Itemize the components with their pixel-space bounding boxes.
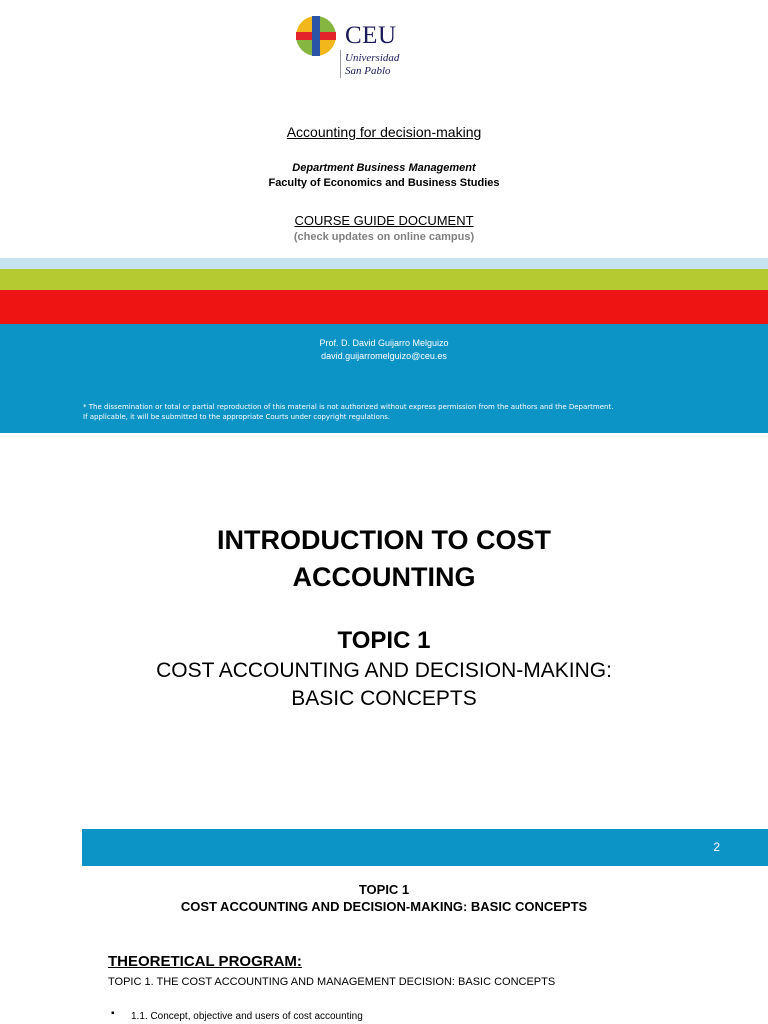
disclaimer-line-2: If applicable, it will be submitted to the appropriate Courts under copyright regulations. [83,413,391,421]
page-header-bar [82,829,768,866]
logo-brand-text: CEU [345,22,397,49]
professor-name: Prof. D. David Guijarro Melguizo [319,338,449,348]
guide-title: COURSE GUIDE DOCUMENT [294,213,474,228]
program-topic: TOPIC 1. THE COST ACCOUNTING AND MANAGEMENT DECISION: BASIC CONCEPTS [108,976,556,988]
topic-subtitle-line-2: BASIC CONCEPTS [291,687,477,710]
ceu-logo [296,16,426,78]
page2-topic: TOPIC 1 [358,882,410,897]
page2-subtitle: COST ACCOUNTING AND DECISION-MAKING: BASIC CONCEPTS [180,899,588,914]
stripe-green [0,269,768,290]
list-item: 1.1. Concept, objective and users of cost accounting [131,1011,363,1022]
document-title-line-1: INTRODUCTION TO COST [217,525,551,555]
logo-divider [340,50,341,78]
disclaimer-line-1: * The dissemination or total or partial reproduction of this material is not authorized without express permission from the authors and the Department. [83,403,614,411]
logo-university-line2: San Pablo [345,65,391,77]
bullet-icon: ▪ [111,1008,115,1019]
stripe-red [0,290,768,324]
topic-subtitle-line-1: COST ACCOUNTING AND DECISION-MAKING: [156,659,612,682]
stripe-light-blue [0,258,768,269]
department-name: Department Business Management [292,162,476,174]
logo-university-line1: Universidad [345,52,400,64]
page-number: 2 [713,840,720,854]
course-title: Accounting for decision-making [286,124,482,140]
guide-note: (check updates on online campus) [293,231,475,243]
topic-subtitle [0,657,768,713]
program-heading: THEORETICAL PROGRAM: [108,953,302,970]
copyright-disclaimer [83,402,723,422]
professor-email: david.guijarromelguizo@ceu.es [321,351,447,361]
ceu-cross-logo-icon [296,16,336,56]
document-title [0,522,768,596]
faculty-name: Faculty of Economics and Business Studies [268,177,500,189]
topic-heading: TOPIC 1 [337,627,431,654]
document-title-line-2: ACCOUNTING [292,562,476,592]
